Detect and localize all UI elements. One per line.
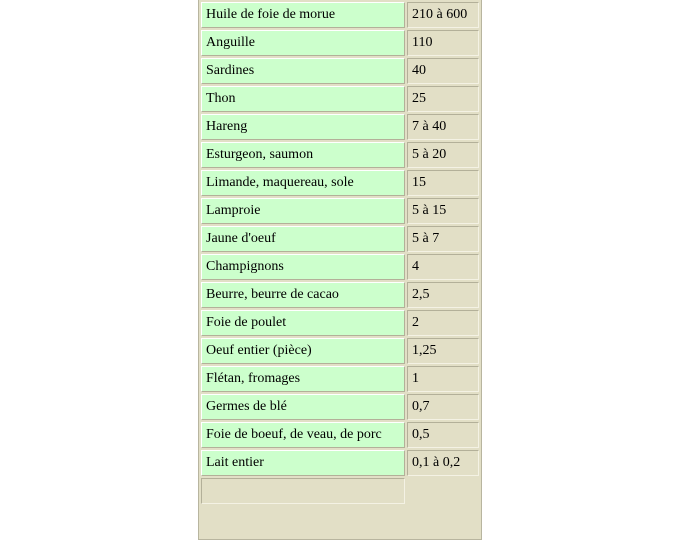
food-value-cell: 5 à 20: [407, 142, 479, 168]
food-name-cell: Hareng: [201, 114, 405, 140]
table-row: [201, 2, 479, 28]
food-value-cell: 0,1 à 0,2: [407, 450, 479, 476]
table-row: [201, 226, 479, 252]
food-value-cell: 2,5: [407, 282, 479, 308]
table-row: [201, 170, 479, 196]
table-row: [201, 86, 479, 112]
food-value-cell: 210 à 600: [407, 2, 479, 28]
table-row: [201, 198, 479, 224]
table-row: [201, 254, 479, 280]
food-name-cell: Oeuf entier (pièce): [201, 338, 405, 364]
food-name-cell: Sardines: [201, 58, 405, 84]
table-row: [201, 30, 479, 56]
table-row: [201, 338, 479, 364]
food-value-cell: 25: [407, 86, 479, 112]
food-name-cell: Foie de poulet: [201, 310, 405, 336]
table-row: [201, 450, 479, 476]
food-name-cell: Thon: [201, 86, 405, 112]
food-value-cell: 0,5: [407, 422, 479, 448]
food-name-cell: Anguille: [201, 30, 405, 56]
food-value-cell: 110: [407, 30, 479, 56]
food-value-cell: 7 à 40: [407, 114, 479, 140]
food-value-cell: 4: [407, 254, 479, 280]
food-table: [199, 0, 481, 506]
table-row: [201, 310, 479, 336]
food-name-cell: Champignons: [201, 254, 405, 280]
food-name-cell: Jaune d'oeuf: [201, 226, 405, 252]
food-name-cell: Huile de foie de morue: [201, 2, 405, 28]
food-name-cell: Flétan, fromages: [201, 366, 405, 392]
food-name-cell: Lait entier: [201, 450, 405, 476]
table-row: [201, 282, 479, 308]
food-value-cell: 2: [407, 310, 479, 336]
food-value-cell: 5 à 15: [407, 198, 479, 224]
table-row: [201, 142, 479, 168]
food-name-cell: Foie de boeuf, de veau, de porc: [201, 422, 405, 448]
table-row: [201, 58, 479, 84]
table-row: [201, 394, 479, 420]
food-name-cell: Limande, maquereau, sole: [201, 170, 405, 196]
table-row: [201, 114, 479, 140]
food-value-cell: 40: [407, 58, 479, 84]
food-value-cell: 0,7: [407, 394, 479, 420]
food-name-cell: Esturgeon, saumon: [201, 142, 405, 168]
food-value-cell: 15: [407, 170, 479, 196]
empty-cell: [407, 478, 479, 504]
food-value-cell: 1: [407, 366, 479, 392]
empty-cell: [201, 478, 405, 504]
food-table-body: [201, 2, 479, 504]
food-value-cell: 5 à 7: [407, 226, 479, 252]
food-name-cell: Lamproie: [201, 198, 405, 224]
table-row: [201, 422, 479, 448]
table-row-empty: [201, 478, 479, 504]
food-name-cell: Germes de blé: [201, 394, 405, 420]
food-name-cell: Beurre, beurre de cacao: [201, 282, 405, 308]
food-value-cell: 1,25: [407, 338, 479, 364]
table-row: [201, 366, 479, 392]
food-table-container: [198, 0, 482, 540]
